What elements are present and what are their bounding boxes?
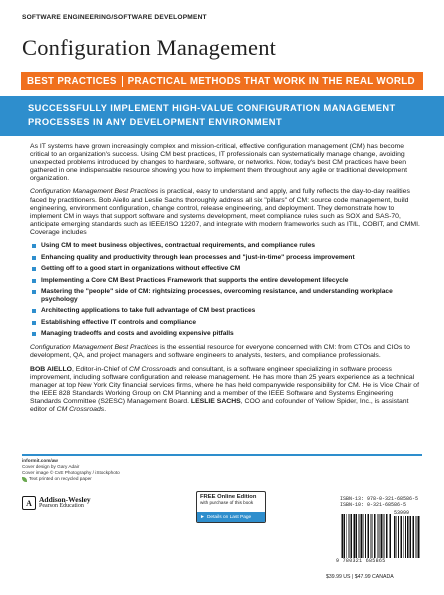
cover-image-credit: Cover image © CvE Photography / iStockphoto <box>22 470 120 475</box>
banner-series: BEST PRACTICES <box>27 75 117 87</box>
banner-divider <box>122 76 123 87</box>
list-item: Establishing effective IT controls and compliance <box>32 319 422 327</box>
list-item: Mastering the "people" side of CM: rightsizing processes, overcoming resistance, and understanding workplace psychology <box>32 288 422 304</box>
cover-design-credit: Cover design by Gary Adair <box>22 464 80 469</box>
addon-barcode <box>394 516 420 558</box>
colophon <box>22 458 120 482</box>
book-title: Configuration Management <box>22 35 277 60</box>
publisher-parent: Pearson Education <box>39 503 84 509</box>
tagline-line-1: SUCCESSFULLY IMPLEMENT HIGH-VALUE CONFIGURATION MANAGEMENT <box>28 103 396 113</box>
recycled-note: Text printed on recycled paper <box>22 476 120 482</box>
ean-barcode <box>341 514 391 558</box>
barcode <box>336 510 422 572</box>
banner-tagline: PRACTICAL METHODS THAT WORK IN THE REAL WORLD <box>127 75 415 87</box>
audience-paragraph: Configuration Management Best Practices is the essential resource for everyone concerned with CM: from CTOs and CIOs to development, QA, and project managers and software engineers to analysts, testers, and compliance professionals. <box>30 344 410 360</box>
intro-paragraph: As IT systems have grown increasingly complex and mission-critical, effective configuration management (CM) has become critical to an organization's success. Using CM best practices, IT professionals can systematically manage change, avoiding unexpected problems introduced by changes to hardware, software, or networks. Now, today's best CM practices have been gathered in one indispensable resource showing you how to implement them throughout any agile or traditional development organization. <box>30 143 408 183</box>
series-banner <box>21 72 423 90</box>
list-item: Getting off to a good start in organizations without effective CM <box>32 265 422 273</box>
author-bio: BOB AIELLO, Editor-in-Chief of CM Crossroads and consultant, is a software engineer specializing in software process improvement, including software configuration and release management. He has more than 25 years experience as a technical manager at top New York City financial services firms, where he has held companywide responsibility for CM. He is Vice Chair of the IEEE 828 Standards Working Group on CM Planning and a member of the IEEE Software and Systems Engineering Standards Committee (S2ESC) Management Board. LESLIE SACHS, COO and cofounder of Yellow Spider, Inc., is assistant editor of CM Crossroads. <box>30 365 419 413</box>
coverage-list <box>32 242 422 338</box>
list-item: Using CM to meet business objectives, contractual requirements, and compliance rules <box>32 242 422 250</box>
online-edition-badge <box>196 491 266 523</box>
overview-paragraph: Configuration Management Best Practices is practical, easy to understand and apply, and fully reflects the day-to-day realities faced by practitioners. Bob Aiello and Leslie Sachs thoroughly address all six "pillars" of CM: source code management, build engineering, environment configuration, change control, release engineering, and deployment. They demonstrate how to implement CM in ways that support software and systems development, meet compliance rules such as SOX and SAS-70, anticipate emerging standards such as IEEE/ISO 12207, and integrate with modern frameworks such as ITIL, COBIT, and CMMI. Coverage includes <box>30 188 420 236</box>
list-item: Managing tradeoffs and costs and avoiding expensive pitfalls <box>32 330 422 338</box>
isbn-13: ISBN-13: 978-0-321-68586-5 <box>340 496 419 502</box>
barcode-number: 9 780321 685865 <box>336 558 386 564</box>
addon-number: 53999 <box>394 510 410 516</box>
online-edition-title: FREE Online Edition <box>200 494 257 500</box>
online-edition-link: ► Details on Last Page <box>197 512 265 522</box>
description <box>30 143 422 419</box>
list-item: Architecting applications to take full advantage of CM best practices <box>32 307 422 315</box>
recycled-leaf-icon <box>22 477 27 482</box>
list-item: Enhancing quality and productivity through lean processes and "just-in-time" process improvement <box>32 254 422 262</box>
arrow-right-icon: ► <box>200 514 205 520</box>
list-item: Implementing a Core CM Best Practices Framework that supports the entire development lifecycle <box>32 277 422 285</box>
footer-divider <box>22 454 422 456</box>
online-edition-sub: with purchase of this book <box>200 500 254 505</box>
category-label: SOFTWARE ENGINEERING/SOFTWARE DEVELOPMENT <box>22 14 207 21</box>
publisher-logo-icon: A <box>22 496 36 510</box>
isbn-10: ISBN-10: 0-321-68586-5 <box>340 502 407 509</box>
tagline-line-2: PROCESSES IN ANY DEVELOPMENT ENVIRONMENT <box>28 117 283 127</box>
book-title-ref: Configuration Management Best Practices <box>30 188 159 196</box>
price-label: $39.99 US | $47.99 CANADA <box>326 574 394 580</box>
publisher-website[interactable]: informit.com/aw <box>22 458 58 463</box>
tagline-band <box>0 96 444 136</box>
publisher-name: Addison-Wesley <box>39 495 91 504</box>
publisher-logo <box>22 496 91 510</box>
isbn-block <box>340 496 418 509</box>
